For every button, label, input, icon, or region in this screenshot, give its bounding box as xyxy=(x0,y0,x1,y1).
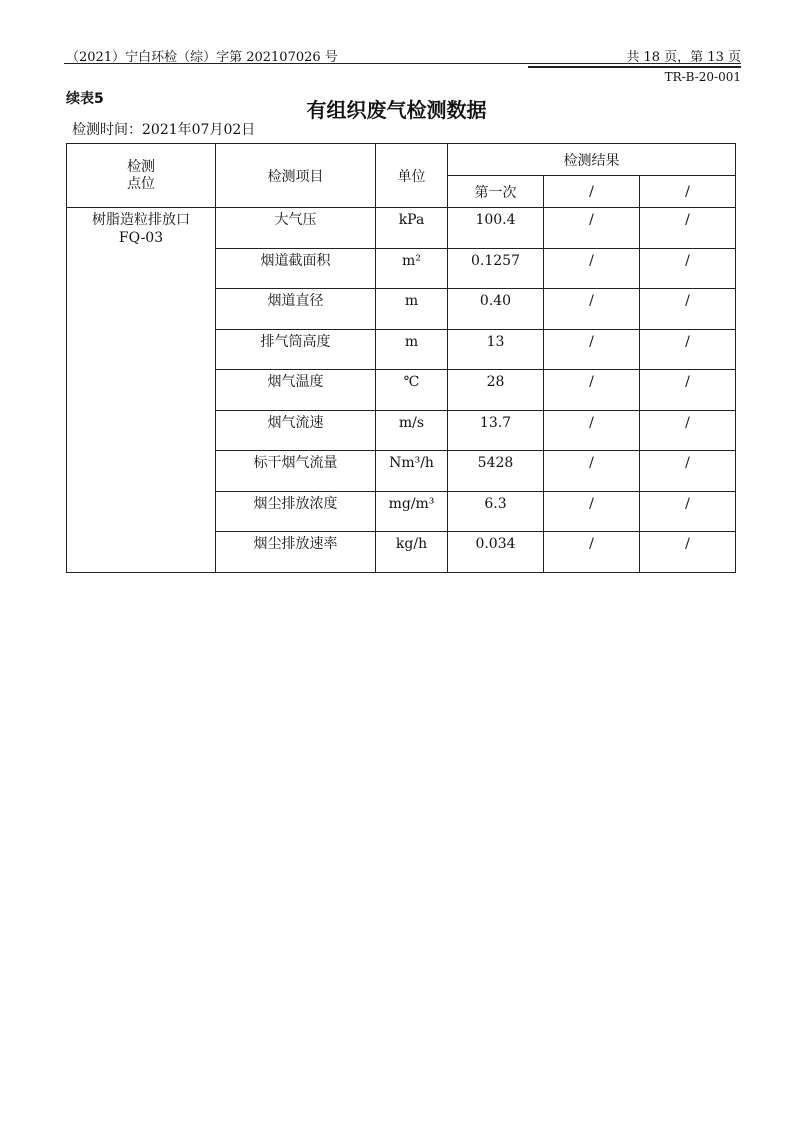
item-cell: 大气压 xyxy=(216,208,376,249)
value-third-cell: / xyxy=(640,329,736,370)
value-second-cell: / xyxy=(544,532,640,573)
value-second-cell: / xyxy=(544,491,640,532)
value-second-cell: / xyxy=(544,329,640,370)
header-first-run: 第一次 xyxy=(448,176,544,208)
value-second-cell: / xyxy=(544,208,640,249)
item-cell: 排气筒高度 xyxy=(216,329,376,370)
header-test-results: 检测结果 xyxy=(448,144,736,176)
report-number: （2021）宁白环检（综）字第 202107026 号 xyxy=(66,50,338,65)
unit-cell: Nm³/h xyxy=(376,451,448,492)
table-row xyxy=(67,208,736,249)
value-first-cell: 5428 xyxy=(448,451,544,492)
value-third-cell: / xyxy=(640,491,736,532)
value-third-cell: / xyxy=(640,208,736,249)
header-divider xyxy=(64,63,741,64)
exhaust-gas-data-table xyxy=(66,143,736,573)
value-first-cell: 100.4 xyxy=(448,208,544,249)
header-test-point xyxy=(67,144,216,208)
value-first-cell: 13.7 xyxy=(448,410,544,451)
header-divider-accent xyxy=(528,66,741,68)
unit-cell: m/s xyxy=(376,410,448,451)
header-third-run: / xyxy=(640,176,736,208)
item-cell: 烟气流速 xyxy=(216,410,376,451)
value-first-cell: 0.034 xyxy=(448,532,544,573)
continued-table-label: 续表5 xyxy=(66,91,104,107)
item-cell: 烟尘排放速率 xyxy=(216,532,376,573)
value-second-cell: / xyxy=(544,451,640,492)
unit-cell: m xyxy=(376,289,448,330)
table-header-row xyxy=(67,144,736,176)
header-test-point-line2: 点位 xyxy=(127,175,155,192)
item-cell: 烟道截面积 xyxy=(216,248,376,289)
header-unit: 单位 xyxy=(376,144,448,208)
header-test-point-line1: 检测 xyxy=(127,158,155,175)
value-second-cell: / xyxy=(544,410,640,451)
value-first-cell: 0.1257 xyxy=(448,248,544,289)
value-first-cell: 0.40 xyxy=(448,289,544,330)
unit-cell: kPa xyxy=(376,208,448,249)
item-cell: 烟尘排放浓度 xyxy=(216,491,376,532)
test-point-name-line1: 树脂造粒排放口 xyxy=(92,212,190,228)
unit-cell: ℃ xyxy=(376,370,448,411)
value-third-cell: / xyxy=(640,289,736,330)
item-cell: 烟道直径 xyxy=(216,289,376,330)
value-first-cell: 6.3 xyxy=(448,491,544,532)
document-code: TR-B-20-001 xyxy=(664,70,741,84)
test-point-name-line2: FQ-03 xyxy=(118,230,164,246)
unit-cell: m xyxy=(376,329,448,370)
page-title: 有组织废气检测数据 xyxy=(306,98,487,122)
value-first-cell: 13 xyxy=(448,329,544,370)
item-cell: 标干烟气流量 xyxy=(216,451,376,492)
value-third-cell: / xyxy=(640,451,736,492)
unit-cell: mg/m³ xyxy=(376,491,448,532)
header-second-run: / xyxy=(544,176,640,208)
value-first-cell: 28 xyxy=(448,370,544,411)
unit-cell: kg/h xyxy=(376,532,448,573)
value-third-cell: / xyxy=(640,532,736,573)
test-point-name xyxy=(67,208,216,573)
value-third-cell: / xyxy=(640,248,736,289)
page-info: 共 18 页，第 13 页 xyxy=(626,50,741,65)
header-test-item: 检测项目 xyxy=(216,144,376,208)
value-third-cell: / xyxy=(640,410,736,451)
item-cell: 烟气温度 xyxy=(216,370,376,411)
unit-cell: m² xyxy=(376,248,448,289)
value-second-cell: / xyxy=(544,248,640,289)
value-second-cell: / xyxy=(544,370,640,411)
value-third-cell: / xyxy=(640,370,736,411)
value-second-cell: / xyxy=(544,289,640,330)
test-date: 检测时间：2021年07月02日 xyxy=(72,122,256,138)
